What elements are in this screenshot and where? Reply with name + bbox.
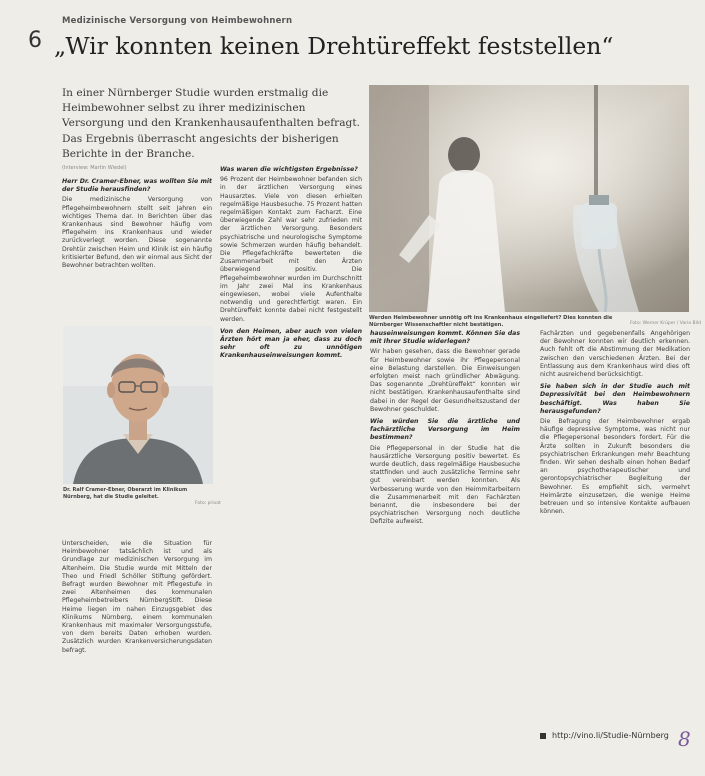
question: Von den Heimen, aber auch von vielen Ärzten hört man ja eher, dass zu doch sehr oft zu unnötigen Krankenhauseinweisungen kommt. (220, 327, 362, 360)
column-1-upper (62, 178, 212, 320)
column-1-lower (62, 540, 212, 748)
photo-credit: Foto: Werner Krüper / Vario Bild (630, 321, 701, 326)
footer-link-row (540, 731, 669, 740)
byline: (Interview: Martin Wiedel) (62, 165, 127, 171)
answer: 96 Prozent der Heimbewohner befanden sich in der ärztlichen Versorgung eines Hausarztes. Viele von diesen erhielten regelmäßige Hausbesuche. 75 Prozent hatten regelmäßigen Kontakt zum Facharzt. Eine überwiegende Zahl war sehr zufrieden mit der ärztlichen Versorgung. Besonders psychiatrische und neurologische Symptome sowie Schmerzen wurden häufig behandelt. Die Pflegefachkräfte bewerteten die Zusammenarbeit mit den Ärzten überwiegend positiv. Die Pflegeheimbewohner wurden im Durchschnitt im Jahr zwei Mal ins Krankenhaus eingewiesen, wobei viele Aufenthalte notwendig und gerechtfertigt waren. Ein Drehtüreffekt konnte dabei nicht festgestellt werden. (220, 176, 362, 323)
title-mark: 6 (28, 28, 42, 53)
hospital-photo (369, 85, 689, 312)
answer: Die medizinische Versorgung von Pflegeheimbewohnern stellt seit Jahren ein wichtiges Thema dar. In Berichten über das Krankenhaus sind Bewohner häufig vom Pflegeheim ins Krankenhaus und wieder zurückverlegt worden. Diese sogenannte Drehtür zwischen Heim und Klinik ist ein häufig kritisierter Befund, den wir einmal aus Sicht der Bewohner betrachten wollten. (62, 196, 212, 270)
question: hauseinweisungen kommt. Können Sie das mit Ihrer Studie widerlegen? (370, 330, 520, 346)
question: Wie würden Sie die ärztliche und fachärztliche Versorgung im Heim bestimmen? (370, 418, 520, 442)
question: Was waren die wichtigsten Ergebnisse? (220, 166, 358, 173)
answer: Die Befragung der Heimbewohner ergab häufige depressive Symptome, was nicht nur die Pflegepersonal besonders fordert. Für die Ärzte sollten in Zukunft besonders die psychiatrischen Erkrankungen mehr Beachtung finden. Wir sehen deshalb einen hohen Bedarf an psychotherapeutischer und gerontopsychiatrischer Begleitung der Bewohner. Es empfiehlt sich, vermehrt Heimärzte einzusetzen, die wenige Heime betreuen und so intensive Kontakte aufbauen können. (540, 418, 690, 516)
lead-paragraph: In einer Nürnberger Studie wurden erstmalig die Heimbewohner selbst zu ihrer medizinischen Versorgung und den Krankenhausaufenthalten befragt. Das Ergebnis überrascht angesichts der bisherigen Berichte in der Branche. (62, 87, 360, 160)
column-4 (540, 330, 690, 725)
footer-link[interactable]: http://vino.li/Studie-Nürnberg (552, 731, 669, 740)
page-number: 8 (678, 727, 691, 751)
answer: Die Pflegepersonal in der Studie hat die hausärztliche Versorgung positiv bewertet. Es wurde deutlich, dass regelmäßige Hausbesuche stattfinden und auch zusätzliche Termine sehr gut vereinbart werden konnten. Als Verbesserung wurde von den Heimmitarbeitern die Zusammenarbeit mit den Fachärzten benannt, die insbesondere bei der psychiatrischen Versorgung noch deutliche Defizite aufweist. (370, 444, 520, 526)
portrait-credit: Foto: privat (195, 501, 221, 506)
question: Herr Dr. Cramer-Ebner, was wollten Sie mit der Studie herausfinden? (62, 178, 212, 194)
portrait-caption: Dr. Ralf Cramer-Ebner, Oberarzt im Klinikum Nürnberg, hat die Studie geleitet. (63, 487, 188, 500)
square-bullet-icon (540, 733, 546, 739)
photo-caption: Werden Heimbewohner unnötig oft ins Krankenhaus eingeliefert? Dies konnten die Nürnberger Wissenschaftler nicht bestätigen. (369, 315, 613, 328)
portrait-photo (63, 326, 213, 484)
headline: „Wir konnten keinen Drehtüreffekt feststellen“ (54, 32, 614, 60)
answer: Fachärzten und gegebenenfalls Angehörigen der Bewohner konnten wir deutlich erkennen. Auch fehlt oft die Abstimmung der Medikation zwischen den verschiedenen Ärzten. Bei der Entlassung aus dem Krankenhaus wird dies oft nicht ausreichend berücksichtigt. (540, 330, 690, 379)
answer: Unterscheiden, wie die Situation für Heimbewohner tatsächlich ist und als Grundlage zur medizinischen Versorgung im Altenheim. Die Studie wurde mit Mitteln der Theo und Friedl Schöller Stiftung gefördert. Befragt wurden Bewohner mit Pflegestufe in zwei Altenheimen des kommunalen Pflegeheimbetreibers NürnbergStift. Diese Heime liegen im nahen Einzugsgebiet des Klinikums Nürnberg, einem kommunalen Krankenhaus mit maximaler Versorgungsstufe, von dem bereits Daten erhoben wurden. Zusätzlich wurden Krankenversicherungsdaten befragt. (62, 540, 212, 654)
answer: Wir haben gesehen, dass die Bewohner gerade für Heimbewohner sowie ihr Pflegepersonal eine Belastung darstellen. Die Einweisungen erfolgten meist nach gründlicher Abwägung. Das sogenannte „Drehtüreffekt“ konnten wir nicht bestätigen. Krankenhausaufenthalte sind dabei in der Regel der Gesundheitszustand der Bewohner geschuldet. (370, 348, 520, 413)
question: Sie haben sich in der Studie auch mit Depressivität bei den Heimbewohnern beschäftigt. Was haben Sie herausgefunden? (540, 383, 690, 415)
column-3 (370, 330, 520, 748)
kicker: Medizinische Versorgung von Heimbewohnern (62, 16, 293, 26)
column-2 (220, 166, 362, 748)
